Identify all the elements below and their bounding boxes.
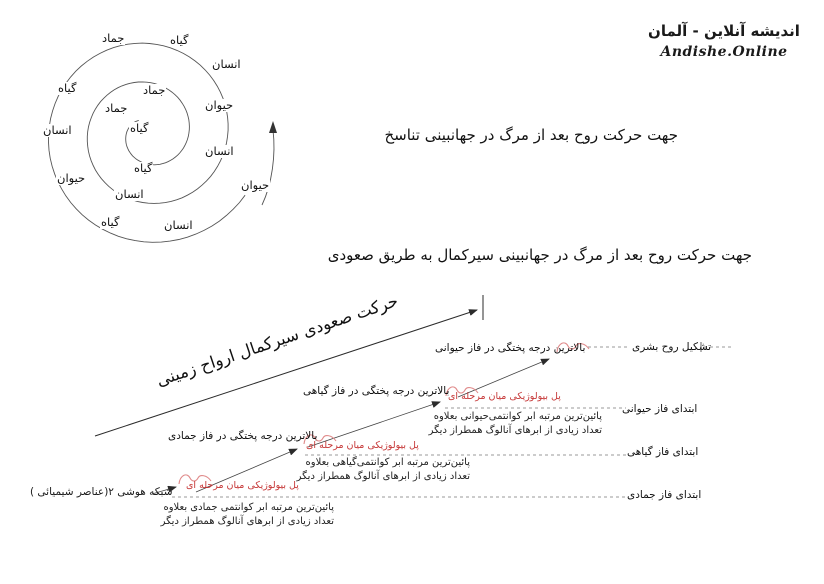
spiral-stage-label: گیاه — [130, 121, 149, 135]
spiral-direction-arc — [262, 130, 274, 205]
spiral-stage-label: جماد — [105, 101, 128, 115]
phase-label: ابتدای فاز گیاهی — [627, 446, 699, 458]
caption-ascension: جهت حرکت روح بعد از مرگ در جهانبینی سیرکمال به طریق صعودی — [327, 246, 752, 264]
spiral-stage-label: جماد — [143, 83, 166, 97]
spiral-stage-label: گیاه — [134, 161, 153, 175]
quantum-block-line1: پائین‌ترین مرتبه ابر کوانتمی‌حیوانی بعلاوه — [433, 411, 602, 422]
spiral-curve — [49, 43, 246, 242]
quantum-block-line2: تعداد زیادی از ابرهای آنالوگ همطراز دیگر — [428, 424, 602, 436]
spiral-stage-label: گیاه — [170, 33, 189, 47]
biological-bridge-label: پل بیولوژیکی میان مرحله ای — [306, 440, 419, 451]
biological-bridge-label: پل بیولوژیکی میان مرحله ای — [186, 480, 299, 491]
maturity-label: بالاترین درجه پختگی در فاز حیوانی — [435, 342, 586, 354]
spiral-stage-label: گیاه — [101, 215, 120, 229]
spiral-stage-label: حیوان — [241, 178, 270, 192]
ascent-arrow-label: حرکت صعودی سیرکمال ارواح زمینی — [153, 291, 401, 390]
phase-label: ابتدای فاز حیوانی — [622, 403, 698, 415]
maturity-label: بالاترین درجه پختگی در فاز گیاهی — [303, 385, 450, 397]
brand — [646, 22, 802, 60]
spiral-arrowhead-icon — [269, 121, 277, 133]
spiral-stage-label: انسان — [115, 187, 144, 201]
start-network-label: شبکه هوشی ۲(عناصر شیمیائی ) — [30, 486, 173, 498]
quantum-block-line2: تعداد زیادی از ابرهای آنالوگ همطراز دیگر — [296, 470, 470, 482]
quantum-block-line2: تعداد زیادی از ابرهای آنالوگ همطراز دیگر — [160, 515, 334, 527]
spiral-stage-label: گیاه — [58, 81, 77, 95]
quantum-block — [430, 410, 602, 437]
brand-subtitle: Andishe.Online — [660, 44, 788, 60]
biological-bridge-label: پل بیولوژیکی میان مرحله ای — [448, 391, 561, 402]
spiral-stage-label: انسان — [43, 123, 72, 137]
spiral-diagram — [18, 12, 328, 257]
maturity-label: بالاترین درجه پختگی در فاز جمادی — [168, 430, 318, 442]
spiral-stage-label: حیوان — [57, 171, 86, 185]
quantum-block — [162, 501, 334, 528]
spiral-stage-label: انسان — [205, 144, 234, 158]
spiral-stage-label: حیوان — [205, 98, 234, 112]
phase-label: تشکیل روح بشری — [632, 341, 712, 353]
spiral-stage-label: انسان — [212, 57, 241, 71]
brand-title: اندیشه آنلاین - آلمان — [648, 22, 800, 40]
phase-label: ابتدای فاز جمادی — [627, 489, 702, 501]
quantum-block-line1: پائین‌ترین مرتبه ابر کوانتمی‌گیاهی بعلاوه — [305, 457, 470, 468]
quantum-block — [298, 456, 470, 483]
caption-reincarnation: جهت حرکت روح بعد از مرگ در جهانبینی تناسخ — [384, 126, 678, 144]
spiral-stage-label: انسان — [164, 218, 193, 232]
quantum-block-line1: پائین‌ترین مرتبه ابر کوانتمی جمادی بعلاوه — [163, 502, 334, 513]
spiral-stage-label: جماد — [102, 31, 125, 45]
